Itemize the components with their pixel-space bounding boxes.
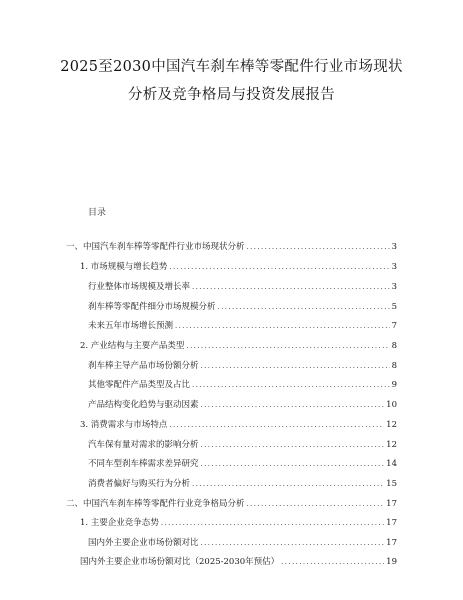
report-title-line-1: 2025至2030中国汽车刹车棒等零配件行业市场现状 (60, 59, 403, 75)
toc-entry-label: 3. 消费需求与市场特点 (80, 420, 168, 430)
toc-leader-dots (161, 518, 384, 529)
toc-leader-dots (218, 302, 390, 313)
toc-entry[interactable] (88, 282, 397, 293)
toc-entry-page: 3 (391, 262, 397, 272)
toc-leader-dots (201, 538, 385, 549)
toc-leader-dots (169, 420, 384, 431)
toc-entry-label: 1. 主要企业竞争态势 (80, 518, 159, 528)
toc-leader-dots (201, 440, 385, 451)
toc-leader-dots (192, 479, 384, 490)
toc-entry-label: 一、中国汽车刹车棒等零配件行业市场现状分析 (66, 242, 245, 252)
toc-entry[interactable] (66, 499, 397, 510)
toc-entry[interactable] (80, 262, 397, 273)
toc-leader-dots (201, 459, 385, 470)
toc-entry-page: 19 (386, 557, 397, 567)
toc-entry[interactable] (88, 302, 397, 313)
toc-entry[interactable] (88, 380, 397, 391)
toc-entry-label: 2. 产业结构与主要产品类型 (80, 341, 185, 351)
toc-entry-label: 二、中国汽车刹车棒等零配件行业竞争格局分析 (66, 499, 245, 509)
toc-entry[interactable] (66, 242, 397, 253)
toc-leader-dots (175, 321, 390, 332)
toc-entry[interactable] (88, 361, 397, 372)
toc-entry-page: 14 (386, 459, 397, 469)
toc-entry-label: 产品结构变化趋势与驱动因素 (88, 400, 199, 410)
toc-entry[interactable] (88, 400, 397, 411)
toc-entry-label: 刹车棒等零配件细分市场规模分析 (88, 302, 216, 312)
toc-entry[interactable] (88, 538, 397, 549)
toc-entry-page: 15 (386, 479, 397, 489)
toc-entry[interactable] (88, 479, 397, 490)
toc-entry-label: 汽车保有量对需求的影响分析 (88, 440, 199, 450)
toc-entry[interactable] (80, 518, 397, 529)
toc-entry-label: 未来五年市场增长预测 (88, 321, 174, 331)
toc-entry[interactable] (80, 341, 397, 352)
toc-entry-label: 1. 市场规模与增长趋势 (80, 262, 168, 272)
toc-entry-label: 行业整体市场规模及增长率 (88, 282, 191, 292)
toc-leader-dots (169, 262, 389, 273)
toc-entry-page: 5 (391, 302, 397, 312)
toc-entry-page: 17 (386, 499, 397, 509)
toc-entry[interactable] (88, 321, 397, 332)
toc-entry-page: 17 (386, 518, 397, 528)
toc-entry-label: 国内外主要企业市场份额对比（2025-2030年预估） (80, 557, 280, 567)
toc-entry-page: 10 (386, 400, 397, 410)
toc-entry-page: 8 (391, 361, 397, 371)
toc-entry-page: 9 (391, 380, 397, 390)
toc-leader-dots (192, 380, 390, 391)
toc-entry-page: 17 (386, 538, 397, 548)
toc-entry-label: 刹车棒主导产品市场份额分析 (88, 361, 199, 371)
toc-entry-page: 3 (391, 242, 397, 252)
toc-entry-page: 3 (391, 282, 397, 292)
toc-entry[interactable] (80, 420, 397, 431)
toc-entry[interactable] (88, 440, 397, 451)
toc-entry[interactable] (80, 557, 397, 568)
toc-heading: 目录 (88, 208, 107, 218)
toc-entry-page: 7 (391, 321, 397, 331)
toc-leader-dots (281, 557, 384, 568)
toc-entry-label: 其他零配件产品类型及占比 (88, 380, 191, 390)
toc-leader-dots (201, 361, 390, 372)
toc-entry[interactable] (88, 459, 397, 470)
toc-leader-dots (201, 400, 385, 411)
toc-entry-page: 12 (386, 440, 397, 450)
toc-entry-page: 8 (391, 341, 397, 351)
toc-entry-page: 12 (386, 420, 397, 430)
toc-leader-dots (247, 499, 385, 510)
toc-entry-label: 不同车型刹车棒需求差异研究 (88, 459, 199, 469)
toc-leader-dots (186, 341, 389, 352)
report-title-line-2: 分析及竞争格局与投资发展报告 (127, 87, 336, 103)
toc-entry-label: 消费者偏好与购买行为分析 (88, 479, 191, 489)
toc-leader-dots (192, 282, 390, 293)
toc-entry-label: 国内外主要企业市场份额对比 (88, 538, 199, 548)
toc-leader-dots (247, 242, 390, 253)
